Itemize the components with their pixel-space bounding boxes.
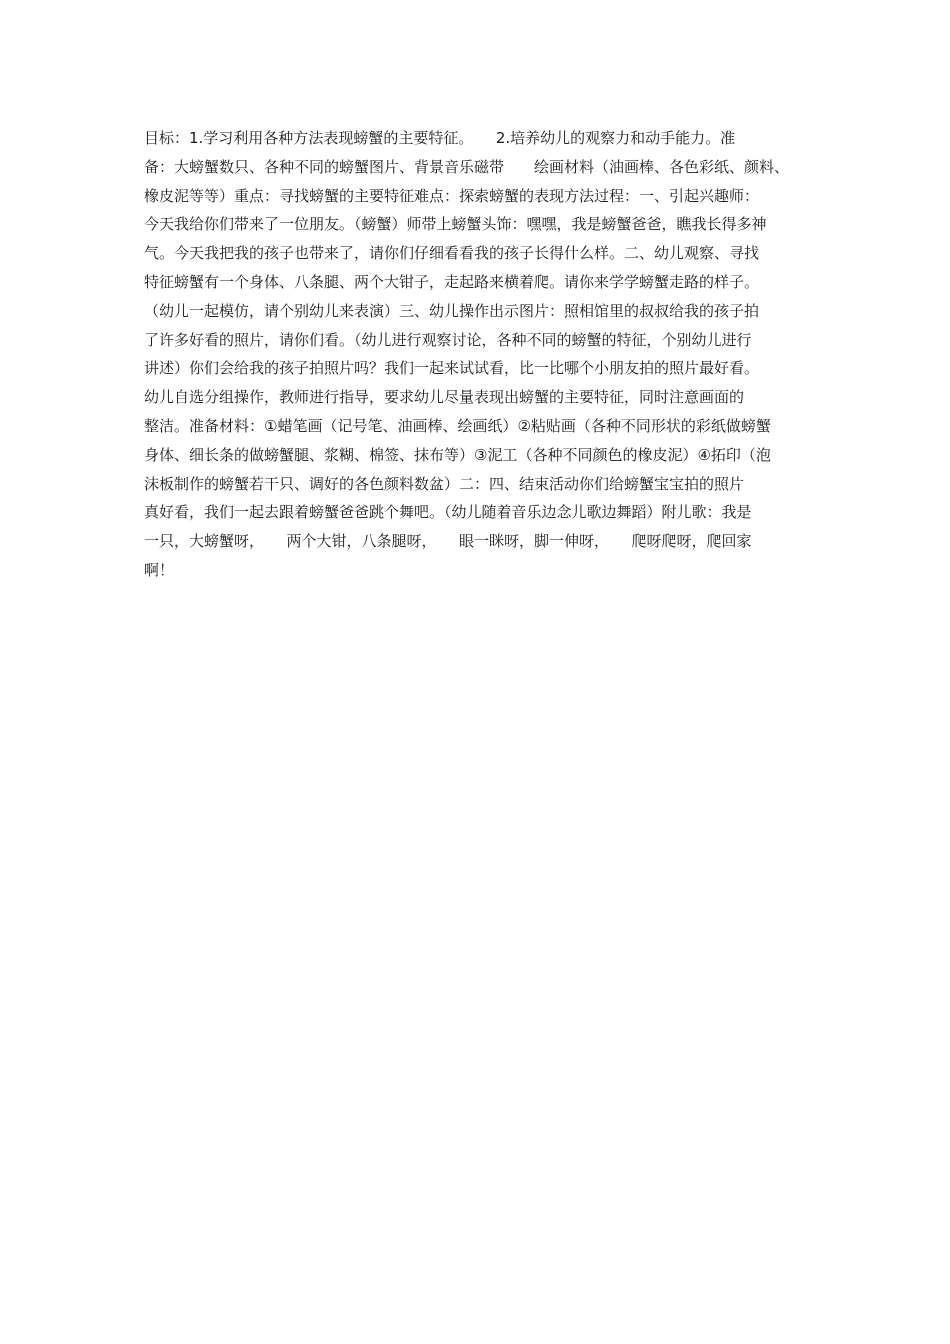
- text-line: 真好看，我们一起去跟着螃蟹爸爸跳个舞吧。（幼儿随着音乐边念儿歌边舞蹈）附儿歌：我是: [144, 503, 752, 522]
- text-line: 一只，大螃蟹呀， 两个大钳，八条腿呀， 眼一眯呀，脚一伸呀， 爬呀爬呀，爬回家: [144, 532, 752, 551]
- text-line: 整洁。准备材料：①蜡笔画（记号笔、油画棒、绘画纸）②粘贴画（各种不同形状的彩纸做螃蟹: [144, 416, 771, 435]
- text-line: 今天我给你们带来了一位朋友。（螃蟹）师带上螃蟹头饰：嘿嘿，我是螃蟹爸爸，瞧我长得多神: [144, 215, 767, 234]
- text-line: 了许多好看的照片，请你们看。（幼儿进行观察讨论，各种不同的螃蟹的特征，个别幼儿进行: [144, 330, 752, 349]
- document-body-text: [144, 124, 816, 585]
- text-line: 沫板制作的螃蟹若干只、调好的各色颜料数盆）二：四、结束活动你们给螃蟹宝宝拍的照片: [144, 474, 745, 493]
- text-line: 气。今天我把我的孩子也带来了，请你们仔细看看我的孩子长得什么样。二、幼儿观察、寻找: [144, 244, 760, 263]
- text-line: 特征螃蟹有一个身体、八条腿、两个大钳子，走起路来横着爬。请你来学学螃蟹走路的样子。: [144, 272, 760, 291]
- text-line: （幼儿一起模仿，请个别幼儿来表演）三、幼儿操作出示图片：照相馆里的叔叔给我的孩子拍: [144, 301, 760, 320]
- text-line: 讲述）你们会给我的孩子拍照片吗？我们一起来试试看，比一比哪个小朋友拍的照片最好看。: [144, 359, 760, 378]
- text-line: 身体、细长条的做螃蟹腿、浆糊、棉签、抹布等）③泥工（各种不同颜色的橡皮泥）④拓印（泡: [144, 445, 771, 464]
- text-line: 备：大螃蟹数只、各种不同的螃蟹图片、背景音乐磁带 绘画材料（油画棒、各色彩纸、颜料、: [144, 157, 790, 176]
- text-line: 啊！: [144, 560, 175, 579]
- text-line: 目标：1.学习利用各种方法表现螃蟹的主要特征。 2.培养幼儿的观察力和动手能力。准: [144, 129, 736, 147]
- text-line: 幼儿自选分组操作，教师进行指导，要求幼儿尽量表现出螃蟹的主要特征，同时注意画面的: [144, 388, 745, 407]
- text-line: 橡皮泥等等）重点：寻找螃蟹的主要特征难点：探索螃蟹的表现方法过程：一、引起兴趣师：: [144, 186, 760, 205]
